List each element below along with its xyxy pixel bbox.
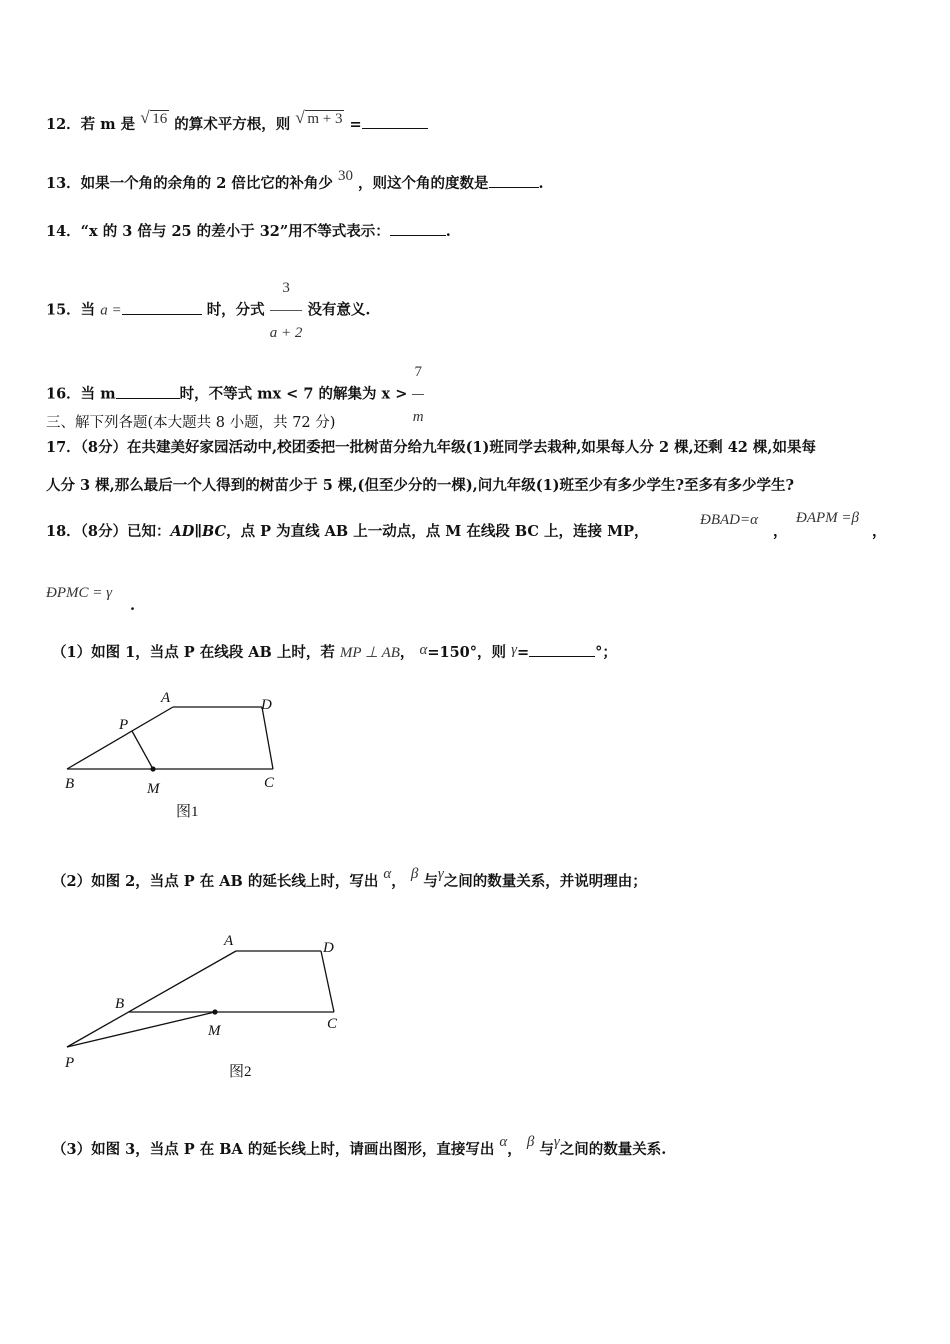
q18-angle-pmc	[46, 583, 112, 603]
q18-part-3	[52, 1134, 667, 1160]
fig2-label-c: C	[327, 1016, 338, 1032]
q16-text-a: 16．当 m	[46, 385, 116, 403]
q18-comma-2: ，	[872, 523, 887, 540]
q15-text-a: 15．当	[46, 301, 96, 319]
fig1-label-a: A	[161, 690, 171, 706]
part2-text-c: 之间的数量关系，并说明理由；	[443, 873, 647, 890]
part2-text-a: （2）如图 2，当点 P 在 AB 的延长线上时，写出	[52, 873, 379, 890]
part1-degree: °；	[595, 644, 617, 661]
q18-angle-bad	[700, 510, 758, 530]
part3-text-c: 之间的数量关系.	[559, 1141, 667, 1158]
part2-gamma: γ	[437, 866, 444, 882]
question-17-line-2: 人分 3 棵,那么最后一个人得到的树苗少于 5 棵,(但至少分的一棵),问九年级(1)班至少有多少学生?至多有多少学生?	[46, 477, 795, 494]
q15-text-b: 时，分式	[206, 301, 265, 319]
fig1-label-p: P	[119, 717, 129, 733]
angle-apm-beta: ÐAPM =β	[796, 510, 859, 526]
question-13	[46, 168, 544, 194]
q15-text-c: 没有意义.	[307, 301, 371, 319]
question-17-line-1: 17．（8分）在共建美好家园活动中,校团委把一批树苗分给九年级(1)班同学去栽种,如果每人分 2 棵,还剩 42 棵,如果每	[46, 439, 816, 456]
q16-answer-blank[interactable]	[116, 384, 180, 399]
question-15	[46, 268, 371, 353]
q18-part-2	[52, 866, 647, 892]
figure-1	[55, 685, 295, 825]
q15-fraction: $\frac{3}{a + 2}$	[270, 268, 303, 353]
part1-alpha: α	[419, 642, 428, 658]
part1-answer-blank[interactable]	[529, 642, 595, 657]
sqrt-m-plus-3: √ m + 3	[295, 108, 343, 127]
fig2-segment-dc	[321, 951, 334, 1012]
part3-comma: ，	[507, 1141, 522, 1158]
fig1-caption: 图1	[176, 804, 199, 820]
fig2-label-m: M	[208, 1023, 221, 1039]
fig2-label-a: A	[224, 933, 234, 949]
q13-text-a: 13．如果一个角的余角的 2 倍比它的补角少	[46, 175, 333, 192]
q12-text-a: 12．若 m 是	[46, 116, 136, 133]
fig1-segment-pm	[132, 731, 153, 769]
question-14	[46, 221, 451, 242]
part2-alpha: α	[383, 866, 392, 882]
q12-text-c: =	[349, 116, 362, 133]
part3-and: 与	[539, 1141, 554, 1158]
part1-text-a: （1）如图 1，当点 P 在线段 AB 上时，若	[52, 644, 335, 661]
part3-text-a: （3）如图 3，当点 P 在 BA 的延长线上时，请画出图形，直接写出	[52, 1141, 495, 1158]
part1-perpendicular: MP ⊥ AB	[339, 645, 400, 661]
angle-pmc-gamma: ÐPMC = γ	[46, 585, 113, 601]
q13-answer-blank[interactable]	[489, 173, 539, 188]
part3-alpha: α	[499, 1134, 508, 1150]
part2-beta: β	[410, 866, 419, 882]
sqrt-16: √ 16	[140, 108, 168, 127]
part2-comma: ，	[391, 873, 406, 890]
figure-2	[55, 925, 355, 1085]
fig1-label-m: M	[147, 781, 160, 797]
fig1-segment-dc	[262, 707, 273, 769]
q18-conditions: ，点 P 为直线 AB 上一动点，点 M 在线段 BC 上，连接 MP，	[226, 523, 649, 540]
q18-intro: 18．（8分）已知：	[46, 523, 171, 540]
q15-var-a: a =	[100, 302, 122, 319]
question-18	[46, 522, 649, 542]
angle-bad-alpha: ÐBAD=α	[700, 512, 758, 528]
fig1-point-m	[150, 766, 155, 771]
q18-part-1	[52, 642, 617, 663]
part2-and: 与	[423, 873, 438, 890]
q13-period: .	[538, 175, 544, 192]
q18-comma-1: ，	[773, 523, 788, 540]
part1-gamma: γ	[511, 642, 517, 658]
part3-beta: β	[526, 1134, 535, 1150]
q15-answer-blank[interactable]	[122, 300, 202, 315]
part1-equals: =	[517, 644, 530, 661]
fig2-label-b: B	[115, 996, 125, 1012]
q18-angle-apm	[796, 508, 859, 528]
part1-comma: ，	[399, 644, 415, 661]
q18-condition-parallel: AD∥BC	[170, 523, 227, 540]
q12-answer-blank[interactable]	[362, 114, 428, 129]
section-title: 三、解下列各题(本大题共 8 小题，共 72 分)	[46, 415, 336, 431]
question-12	[46, 108, 428, 135]
q14-answer-blank[interactable]	[390, 221, 446, 236]
fig2-point-m	[212, 1009, 217, 1014]
part3-gamma: γ	[553, 1134, 560, 1150]
fig2-caption: 图2	[229, 1064, 252, 1080]
q12-text-b: 的算术平方根，则	[174, 116, 291, 133]
fig1-label-d: D	[261, 697, 272, 713]
q14-text: 14．“x 的 3 倍与 25 的差小于 32”用不等式表示：	[46, 223, 390, 240]
q13-number-30: 30	[337, 168, 353, 184]
part1-text-c: =150°，则	[427, 644, 507, 661]
fig2-segment-pm	[67, 1012, 215, 1047]
q16-fraction: $\frac{7}{m}$	[412, 352, 424, 437]
q16-text-b: 时，不等式 mx < 7 的解集为 x >	[179, 385, 408, 403]
fig2-label-d: D	[323, 940, 334, 956]
q13-text-b: ，则这个角的度数是	[358, 175, 489, 192]
fig1-label-c: C	[264, 775, 275, 791]
q18-dot: .	[130, 597, 136, 614]
fig2-label-p: P	[65, 1055, 75, 1071]
fig1-label-b: B	[65, 776, 75, 792]
q14-period: .	[445, 223, 451, 240]
